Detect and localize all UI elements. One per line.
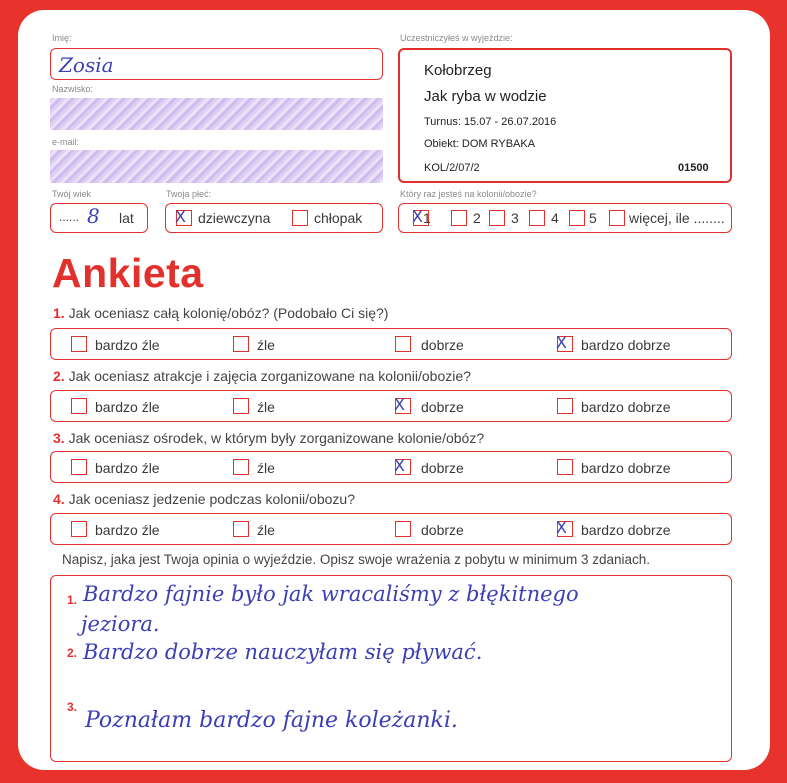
opinion-prompt: Napisz, jaka jest Twoja opinia o wyjeździe. Opisz swoje wrażenia z pobytu w minimum 3 zdaniach. <box>62 552 651 567</box>
label-wiek: Twój wiek <box>52 189 92 199</box>
label-email: e-mail: <box>52 137 80 147</box>
q2-option-bardzo-zle: bardzo źle <box>95 399 160 415</box>
trip-code: KOL/2/07/2 <box>424 162 480 174</box>
answer-row-1 <box>50 328 732 360</box>
wiek-prefix: ...... <box>59 210 80 224</box>
q2-checkbox-bardzo-zle[interactable] <box>71 398 87 414</box>
checkbox-times-5[interactable] <box>569 210 585 226</box>
q2-option-dobrze: dobrze <box>421 399 464 415</box>
imie-field[interactable] <box>50 48 383 80</box>
trip-box <box>398 48 732 183</box>
q3-checkbox-zle[interactable] <box>233 459 249 475</box>
question-number: 1. <box>53 305 65 321</box>
q2-option-zle: źle <box>257 399 275 415</box>
q1-checkbox-zle[interactable] <box>233 336 249 352</box>
q4-checkbox-zle[interactable] <box>233 521 249 537</box>
question-1 <box>53 305 388 321</box>
plec-field <box>165 203 383 233</box>
q3-option-dobrze: dobrze <box>421 460 464 476</box>
check-mark: X <box>175 207 186 226</box>
q3-option-bardzo-dobrze: bardzo dobrze <box>581 460 671 476</box>
q2-checkbox-dobrze[interactable] <box>394 395 411 414</box>
opinion-number-2: 2. <box>67 646 78 660</box>
question-number: 2. <box>53 368 65 384</box>
label-plec: Twoja płeć: <box>166 189 212 199</box>
q1-option-bardzo-dobrze: bardzo dobrze <box>581 337 671 353</box>
question-4 <box>53 491 355 507</box>
opinion-number-1: 1. <box>67 593 78 607</box>
email-field-redacted <box>50 150 383 183</box>
q1-option-bardzo-zle: bardzo źle <box>95 337 160 353</box>
answer-row-2 <box>50 390 732 422</box>
question-number: 4. <box>53 491 65 507</box>
label-imie: Imię: <box>52 33 72 43</box>
times-2-label: 2 <box>473 210 481 226</box>
q4-checkbox-dobrze[interactable] <box>395 521 411 537</box>
question-text: Jak oceniasz ośrodek, w którym były zorganizowane kolonie/obóz? <box>64 430 485 446</box>
q3-checkbox-dobrze[interactable] <box>394 456 411 475</box>
trip-number: 01500 <box>678 162 709 174</box>
q1-option-dobrze: dobrze <box>421 337 464 353</box>
opinion-line-1b: jeziora. <box>81 612 160 636</box>
times-more-label: więcej, ile ........ <box>629 210 725 226</box>
checkbox-times-4[interactable] <box>529 210 545 226</box>
times-3-label: 3 <box>511 210 519 226</box>
trip-turnus: Turnus: 15.07 - 26.07.2016 <box>424 116 557 128</box>
q3-option-zle: źle <box>257 460 275 476</box>
nazwisko-field-redacted <box>50 98 383 130</box>
checkbox-times-more[interactable] <box>609 210 625 226</box>
times-4-label: 4 <box>551 210 559 226</box>
q3-checkbox-bardzo-dobrze[interactable] <box>557 459 573 475</box>
check-mark: X <box>556 333 567 352</box>
q4-option-bardzo-dobrze: bardzo dobrze <box>581 522 671 538</box>
q1-checkbox-dobrze[interactable] <box>395 336 411 352</box>
q2-checkbox-zle[interactable] <box>233 398 249 414</box>
q4-option-bardzo-zle: bardzo źle <box>95 522 160 538</box>
page-title: Ankieta <box>52 250 204 296</box>
answer-row-3 <box>50 451 732 483</box>
q4-option-dobrze: dobrze <box>421 522 464 538</box>
option-dziewczyna: dziewczyna <box>198 210 271 226</box>
question-2 <box>53 368 471 384</box>
trip-obiekt: Obiekt: DOM RYBAKA <box>424 138 536 150</box>
opinion-number-3: 3. <box>67 700 78 714</box>
checkbox-chlopak[interactable] <box>292 210 308 226</box>
q4-checkbox-bardzo-dobrze[interactable] <box>556 518 573 537</box>
answer-row-4 <box>50 513 732 545</box>
question-text: Jak oceniasz całą kolonię/obóz? (Podobało Ci się?) <box>64 305 389 321</box>
label-uczestniczyles: Uczestniczyłeś w wyjeździe: <box>400 33 513 43</box>
imie-value: Zosia <box>59 53 114 77</box>
check-mark: X <box>394 395 405 414</box>
label-nazwisko: Nazwisko: <box>52 84 94 94</box>
q3-option-bardzo-zle: bardzo źle <box>95 460 160 476</box>
ktory-raz-field <box>398 203 732 233</box>
label-ktory-raz: Który raz jesteś na kolonii/obozie? <box>400 189 537 199</box>
times-1-label: 1 <box>423 210 431 226</box>
question-3 <box>53 430 484 446</box>
opinion-line-1a: Bardzo fajnie było jak wracaliśmy z błękitnego <box>83 582 579 606</box>
question-text: Jak oceniasz atrakcje i zajęcia zorganizowane na kolonii/obozie? <box>64 368 471 384</box>
trip-name: Jak ryba w wodzie <box>424 88 547 105</box>
trip-city: Kołobrzeg <box>424 62 492 79</box>
wiek-suffix: lat <box>119 210 134 226</box>
q4-checkbox-bardzo-zle[interactable] <box>71 521 87 537</box>
times-5-label: 5 <box>589 210 597 226</box>
checkbox-times-3[interactable] <box>489 210 505 226</box>
check-mark: X <box>412 207 423 226</box>
q3-checkbox-bardzo-zle[interactable] <box>71 459 87 475</box>
checkbox-dziewczyna[interactable] <box>175 207 192 226</box>
question-number: 3. <box>53 430 65 446</box>
opinion-textarea[interactable] <box>50 575 732 762</box>
opinion-line-2: Bardzo dobrze nauczyłam się pływać. <box>83 640 483 664</box>
check-mark: X <box>556 518 567 537</box>
option-chlopak: chłopak <box>314 210 363 226</box>
checkbox-times-2[interactable] <box>451 210 467 226</box>
q2-option-bardzo-dobrze: bardzo dobrze <box>581 399 671 415</box>
question-text: Jak oceniasz jedzenie podczas kolonii/obozu? <box>64 491 355 507</box>
q1-checkbox-bardzo-dobrze[interactable] <box>556 333 573 352</box>
q2-checkbox-bardzo-dobrze[interactable] <box>557 398 573 414</box>
opinion-line-3: Poznałam bardzo fajne koleżanki. <box>85 708 458 733</box>
q4-option-zle: źle <box>257 522 275 538</box>
check-mark: X <box>394 456 405 475</box>
wiek-field[interactable] <box>50 203 148 233</box>
q1-checkbox-bardzo-zle[interactable] <box>71 336 87 352</box>
q1-option-zle: źle <box>257 337 275 353</box>
wiek-value: 8 <box>87 204 100 228</box>
